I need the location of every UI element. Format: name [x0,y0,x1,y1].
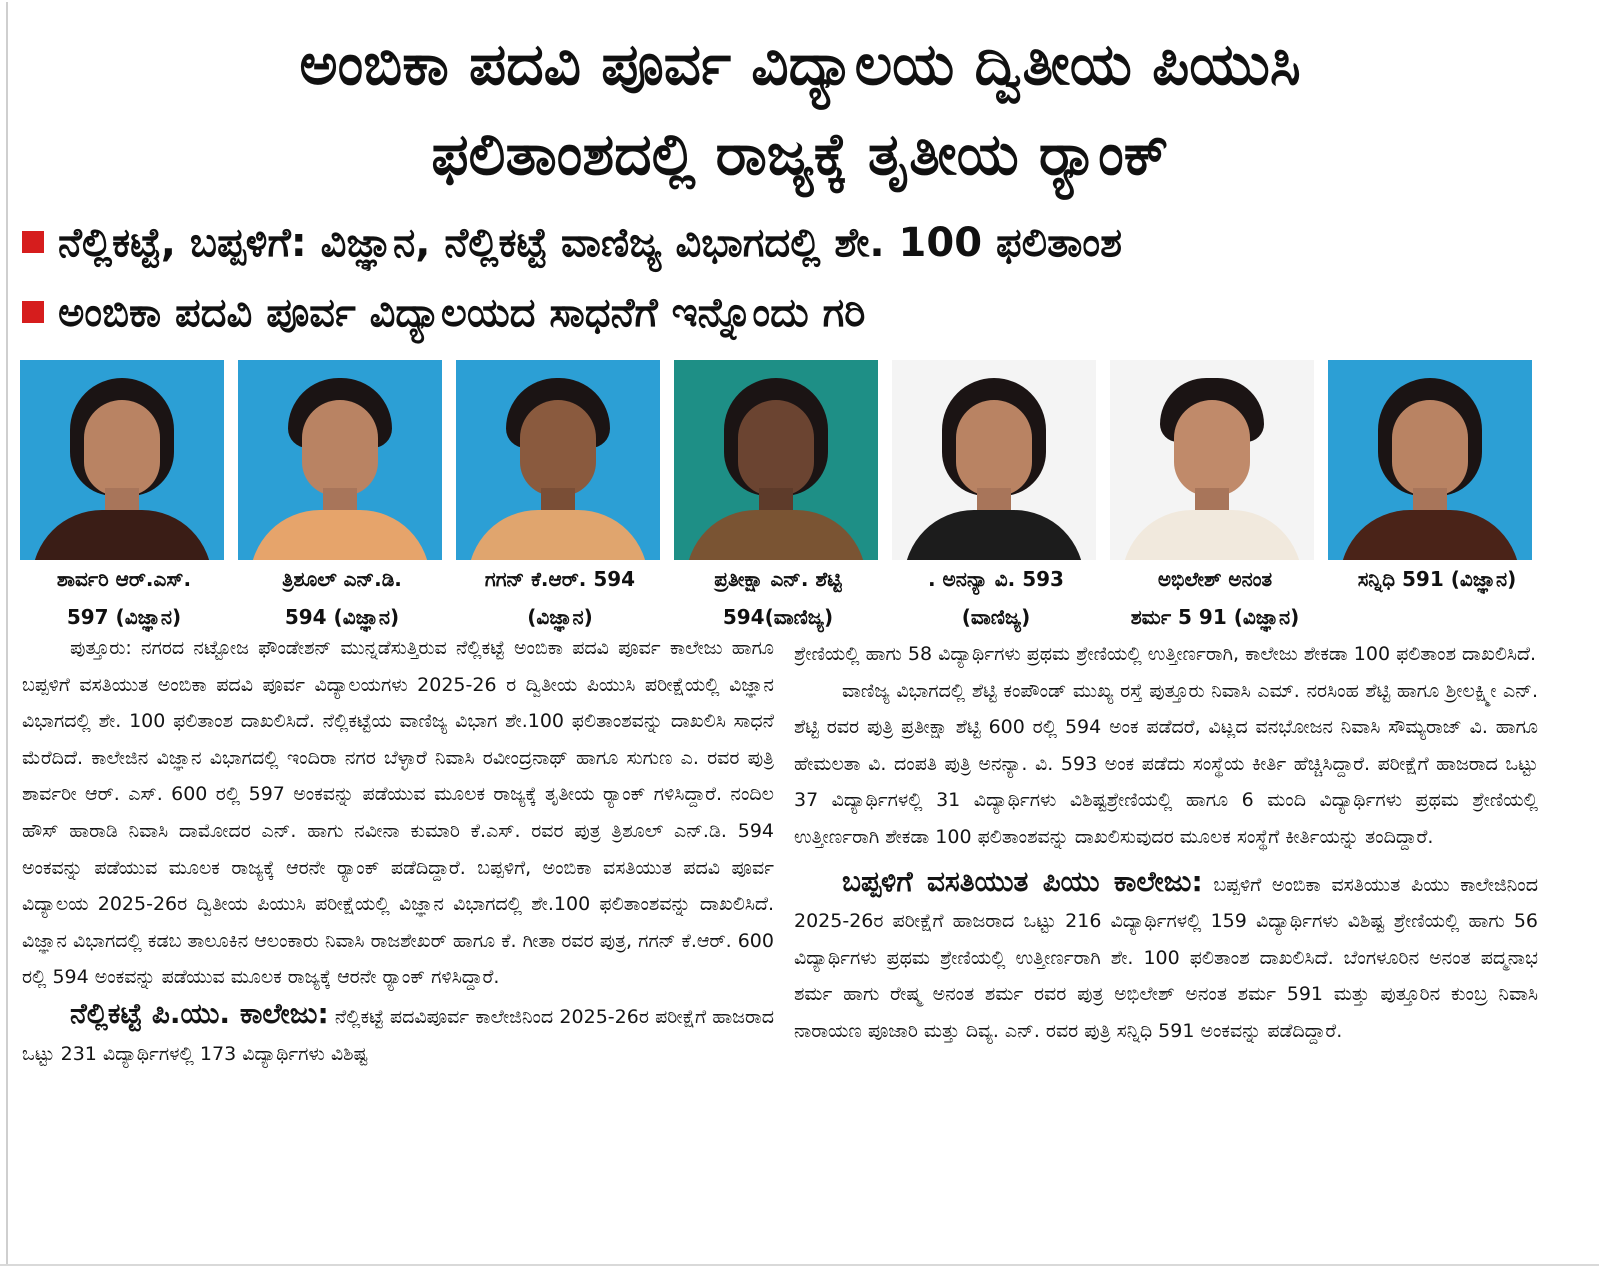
student-caption: ಪ್ರತೀಕ್ಷಾ ಎನ್. ಶೆಟ್ಟಿ 594(ವಾಣಿಜ್ಯ) [714,567,842,629]
section-heading: ಬಪ್ಪಳಿಗೆ ವಸತಿಯುತ ಪಿಯು ಕಾಲೇಜು: [842,864,1203,898]
bottom-divider [0,1264,1599,1266]
student-photo [892,360,1096,560]
article-paragraph: ವಾಣಿಜ್ಯ ವಿಭಾಗದಲ್ಲಿ ಶೆಟ್ಟಿ ಕಂಪೌಂಡ್ ಮುಖ್ಯ ರಸ್ತೆ ಪುತ್ತೂರು ನಿವಾಸಿ ಎಮ್. ನರಸಿಂಹ ಶೆಟ್ಟಿ ಹಾಗೂ ಶ್ರೀಲಕ್ಷ್ಮೀ ಎನ್. ಶೆಟ್ಟಿ ರವರ ಪುತ್ರಿ ಪ್ರತೀಕ್ಷಾ ಶೆಟ್ಟಿ 600 ರಲ್ಲಿ 594 ಅಂಕ ಪಡೆದರೆ, ವಿಟ್ಲದ ವನಭೋಜನ ನಿವಾಸಿ ಸೌಮ್ಯರಾಜ್ ವಿ. ಹಾಗೂ ಹೇಮಲತಾ ವಿ. ದಂಪತಿ ಪುತ್ರಿ ಅನನ್ಯಾ. ವಿ. 593 ಅಂಕ ಪಡೆದು ಸಂಸ್ಥೆಯ ಕೀರ್ತಿ ಹೆಚ್ಚಿಸಿದ್ದಾರೆ. ಪರೀಕ್ಷೆಗೆ ಹಾಜರಾದ ಒಟ್ಟು 37 ವಿದ್ಯಾರ್ಥಿಗಳಲ್ಲಿ 31 ವಿದ್ಯಾರ್ಥಿಗಳು ವಿಶಿಷ್ಟಶ್ರೇಣಿಯಲ್ಲಿ ಹಾಗೂ 6 ಮಂದಿ ವಿದ್ಯಾರ್ಥಿಗಳು ಪ್ರಥಮ ಶ್ರೇಣಿಯಲ್ಲಿ ಉತ್ತೀರ್ಣರಾಗಿ ಶೇಕಡಾ 100 ಫಲಿತಾಂಶವನ್ನು ದಾಖಲಿಸುವುದರ ಮೂಲಕ ಸಂಸ್ಥೆಗೆ ಕೀರ್ತಿಯನ್ನು ತಂದಿದ್ದಾರೆ. [794,679,1538,848]
article-paragraph: ಶ್ರೇಣಿಯಲ್ಲಿ ಹಾಗು 58 ವಿದ್ಯಾರ್ಥಿಗಳು ಪ್ರಥಮ ಶ್ರೇಣಿಯಲ್ಲಿ ಉತ್ತೀರ್ಣರಾಗಿ, ಕಾಲೇಜು ಶೇಕಡಾ 100 ಫಲಿತಾಂಶ ದಾಖಲಿಸಿದೆ. [794,643,1537,665]
student-photo [1110,360,1314,560]
student-photo [1328,360,1532,560]
red-square-bullet-icon [22,231,44,253]
article-paragraph: ಪುತ್ತೂರು: ನಗರದ ನಟ್ಟೋಜ ಫೌಂಡೇಶನ್ ಮುನ್ನಡೆಸುತ್ತಿರುವ ನೆಲ್ಲಿಕಟ್ಟೆ ಅಂಬಿಕಾ ಪದವಿ ಪೂರ್ವ ಕಾಲೇಜು ಹಾಗೂ ಬಪ್ಪಳಿಗೆ ವಸತಿಯುತ ಅಂಬಿಕಾ ಪದವಿ ಪೂರ್ವ ವಿದ್ಯಾಲಯಗಳು 2025-26 ರ ದ್ವಿತೀಯ ಪಿಯುಸಿ ಪರೀಕ್ಷೆಯಲ್ಲಿ ವಿಜ್ಞಾನ ವಿಭಾಗದಲ್ಲಿ ಶೇ. 100 ಫಲಿತಾಂಶ ದಾಖಲಿಸಿದೆ. ನೆಲ್ಲಿಕಟ್ಟೆಯ ವಾಣಿಜ್ಯ ವಿಭಾಗ ಶೇ.100 ಫಲಿತಾಂಶವನ್ನು ದಾಖಲಿಸಿ ಸಾಧನೆ ಮೆರೆದಿದೆ. ಕಾಲೇಜಿನ ವಿಜ್ಞಾನ ವಿಭಾಗದಲ್ಲಿ ಇಂದಿರಾ ನಗರ ಬೆಳ್ಳಾರೆ ನಿವಾಸಿ ರವೀಂದ್ರನಾಥ್ ಹಾಗೂ ಸುಗುಣ ಎ. ರವರ ಪುತ್ರಿ ಶಾರ್ವರೀ ಆರ್. ಎಸ್. 600 ರಲ್ಲಿ 597 ಅಂಕವನ್ನು ಪಡೆಯುವ ಮೂಲಕ ರಾಜ್ಯಕ್ಕೆ ತೃತೀಯ ರ್‍ಯಾಂಕ್ ಗಳಿಸಿದ್ದಾರೆ. ನಂದಿಲ ಹೌಸ್ ಹಾರಾಡಿ ನಿವಾಸಿ ದಾಮೋದರ ಎನ್. ಹಾಗು ನವೀನಾ ಕುಮಾರಿ ಕೆ.ಎಸ್. ರವರ ಪುತ್ರ ತ್ರಿಶೂಲ್ ಎನ್.ಡಿ. 594 ಅಂಕವನ್ನು ಪಡೆಯುವ ಮೂಲಕ ರಾಜ್ಯಕ್ಕೆ ಆರನೇ ರ್‍ಯಾಂಕ್ ಪಡೆದಿದ್ದಾರೆ. ಬಪ್ಪಳಿಗೆ, ಅಂಬಿಕಾ ವಸತಿಯುತ ಪದವಿ ಪೂರ್ವ ವಿದ್ಯಾಲಯ 2025-26ರ ದ್ವಿತೀಯ ಪಿಯುಸಿ ಪರೀಕ್ಷೆಯಲ್ಲಿ ವಿಜ್ಞಾನ ವಿಭಾಗದಲ್ಲಿ ಶೇ.100 ಫಲಿತಾಂಶವನ್ನು ದಾಖಲಿಸಿದೆ. ವಿಜ್ಞಾನ ವಿಭಾಗದಲ್ಲಿ ಕಡಬ ತಾಲೂಕಿನ ಆಲಂಕಾರು ನಿವಾಸಿ ರಾಜಶೇಖರ್ ಹಾಗೂ ಕೆ. ಗೀತಾ ರವರ ಪುತ್ರ, ಗಗನ್ ಕೆ.ಆರ್. 600 ರಲ್ಲಿ 594 ಅಂಕವನ್ನು ಪಡೆಯುವ ಮೂಲಕ ರಾಜ್ಯಕ್ಕೆ ಆರನೇ ರ್‍ಯಾಂಕ್ ಗಳಿಸಿದ್ದಾರೆ. [22,637,774,989]
subheading-1-text: ನೆಲ್ಲಿಕಟ್ಟೆ, ಬಪ್ಪಳಿಗೆ: ವಿಜ್ಞಾನ, ನೆಲ್ಲಿಕಟ್ಟೆ ವಾಣಿಜ್ಯ ವಿಭಾಗದಲ್ಲಿ ಶೇ. 100 ಫಲಿತಾಂಶ [58,220,1123,266]
subheading-2 [22,288,865,338]
student-caption: ಗಗನ್ ಕೆ.ಆರ್. 594 (ವಿಜ್ಞಾನ) [484,567,636,629]
student-photo [456,360,660,560]
student-caption: ತ್ರಿಶೂಲ್ ಎನ್.ಡಿ. 594 (ವಿಜ್ಞಾನ) [282,567,402,629]
headline-line-2: ಫಲಿತಾಂಶದಲ್ಲಿ ರಾಜ್ಯಕ್ಕೆ ತೃತೀಯ ರ್‍ಯಾಂಕ್ [431,120,1169,188]
subheading-1 [22,218,1122,268]
article-paragraph: ನೆಲ್ಲಿಕಟ್ಟೆ ಪಿ.ಯು. ಕಾಲೇಜು: ನೆಲ್ಲಿಕಟ್ಟೆ ಪದವಿಪೂರ್ವ ಕಾಲೇಜಿನಿಂದ 2025-26ರ ಪರೀಕ್ಷೆಗೆ ಹಾಜರಾದ ಒಟ್ಟು 231 ವಿದ್ಯಾರ್ಥಿಗಳಲ್ಲಿ 173 ವಿದ್ಯಾರ್ಥಿಗಳು ವಿಶಿಷ್ಟ [22,996,774,1065]
student-caption: ಶಾರ್ವರಿ ಆರ್.ಎಸ್. 597 (ವಿಜ್ಞಾನ) [56,567,192,629]
article-left-column [22,630,774,1072]
student-photo [238,360,442,560]
article-paragraph: ಬಪ್ಪಳಿಗೆ ವಸತಿಯುತ ಪಿಯು ಕಾಲೇಜು: ಬಪ್ಪಳಿಗೆ ಅಂಬಿಕಾ ವಸತಿಯುತ ಪಿಯು ಕಾಲೇಜಿನಿಂದ 2025-26ರ ಪರೀಕ್ಷೆಗೆ ಹಾಜರಾದ ಒಟ್ಟು 216 ವಿದ್ಯಾರ್ಥಿಗಳಲ್ಲಿ 159 ವಿದ್ಯಾರ್ಥಿಗಳು ವಿಶಿಷ್ಟ ಶ್ರೇಣಿಯಲ್ಲಿ ಹಾಗು 56 ವಿದ್ಯಾರ್ಥಿಗಳು ಪ್ರಥಮ ಶ್ರೇಣಿಯಲ್ಲಿ ಉತ್ತೀರ್ಣರಾಗಿ ಶೇ. 100 ಫಲಿತಾಂಶ ದಾಖಲಿಸಿದೆ. ಬೆಂಗಳೂರಿನ ಅನಂತ ಪದ್ಮನಾಭ ಶರ್ಮ ಹಾಗು ರೇಷ್ಮ ಅನಂತ ಶರ್ಮ ರವರ ಪುತ್ರ ಅಭಿಲೇಶ್ ಅನಂತ ಶರ್ಮ 591 ಮತ್ತು ಪುತ್ತೂರಿನ ಕುಂಬ್ರ ನಿವಾಸಿ ನಾರಾಯಣ ಪೂಜಾರಿ ಮತ್ತು ದಿವ್ಯ. ಎನ್. ರವರ ಪುತ್ರಿ ಸನ್ನಿಧಿ 591 ಅಂಕವನ್ನು ಪಡೆದಿದ್ದಾರೆ. [794,864,1538,1042]
student-caption: ಅಭಿಲೇಶ್ ಅನಂತ ಶರ್ಮ 5 91 (ವಿಜ್ಞಾನ) [1130,567,1300,629]
student-photo [674,360,878,560]
student-photos-row [20,360,1580,560]
student-caption: . ಅನನ್ಯಾ ವಿ. 593 (ವಾಣಿಜ್ಯ) [928,567,1064,629]
subheading-2-text: ಅಂಬಿಕಾ ಪದವಿ ಪೂರ್ವ ವಿದ್ಯಾಲಯದ ಸಾಧನೆಗೆ ಇನ್ನೊಂದು ಗರಿ [58,290,866,336]
student-caption: ಸನ್ನಿಧಿ 591 (ವಿಜ್ಞಾನ) [1357,567,1517,591]
section-heading: ನೆಲ್ಲಿಕಟ್ಟೆ ಪಿ.ಯು. ಕಾಲೇಜು: [70,996,329,1030]
red-square-bullet-icon [22,301,44,323]
student-photo [20,360,224,560]
headline-line-1: ಅಂಬಿಕಾ ಪದವಿ ಪೂರ್ವ ವಿದ್ಯಾಲಯ ದ್ವಿತೀಯ ಪಿಯುಸಿ [299,30,1301,98]
article-right-column [794,636,1538,1050]
